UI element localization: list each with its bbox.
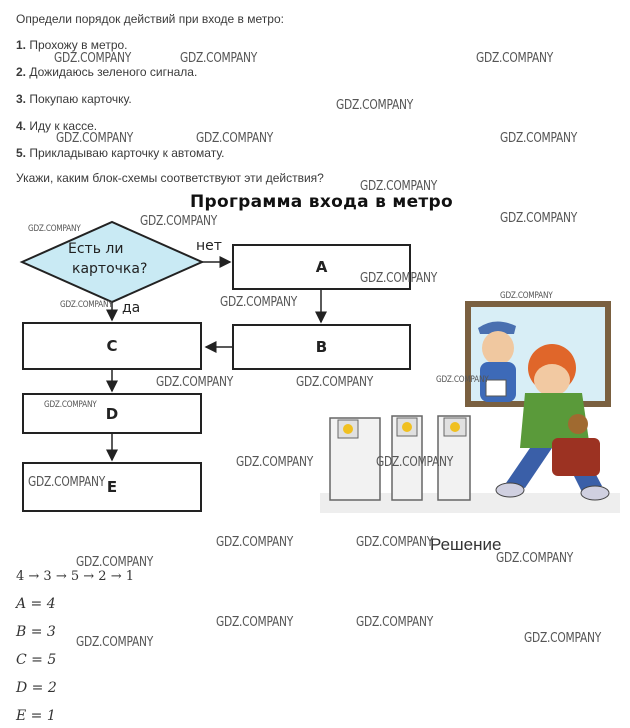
block-e: E (22, 462, 202, 512)
watermark: GDZ.COMPANY (216, 535, 294, 550)
watermark: GDZ.COMPANY (140, 214, 218, 229)
answer-e: E = 1 (16, 708, 56, 724)
watermark: GDZ.COMPANY (360, 179, 438, 194)
watermark: GDZ.COMPANY (76, 635, 154, 650)
solution-sequence: 4 → 3 → 5 → 2 → 1 (16, 569, 134, 584)
watermark: GDZ.COMPANY (436, 375, 489, 385)
step-4: 4. Иду к кассе. (16, 119, 98, 133)
watermark: GDZ.COMPANY (500, 211, 578, 226)
answer-d: D = 2 (16, 680, 57, 696)
watermark: GDZ.COMPANY (44, 400, 97, 410)
watermark: GDZ.COMPANY (500, 291, 553, 301)
watermark: GDZ.COMPANY (296, 375, 374, 390)
watermark: GDZ.COMPANY (476, 51, 554, 66)
branch-yes-label: да (122, 300, 141, 316)
watermark: GDZ.COMPANY (180, 51, 258, 66)
step-1: 1. Прохожу в метро. (16, 38, 128, 52)
decision-label-line1: Есть ли (68, 241, 124, 257)
turnstile-1 (330, 418, 380, 500)
watermark: GDZ.COMPANY (28, 475, 106, 490)
task-question: Укажи, каким блок-схемы соответствуют эти действия? (16, 171, 324, 185)
step-5: 5. Прикладываю карточку к автомату. (16, 146, 225, 160)
diagram-title: Программа входа в метро (190, 192, 454, 212)
watermark: GDZ.COMPANY (500, 131, 578, 146)
watermark: GDZ.COMPANY (220, 295, 298, 310)
watermark: GDZ.COMPANY (524, 631, 602, 646)
watermark: GDZ.COMPANY (54, 51, 132, 66)
watermark: GDZ.COMPANY (28, 224, 81, 234)
branch-no-label: нет (196, 238, 222, 254)
watermark: GDZ.COMPANY (356, 615, 434, 630)
watermark: GDZ.COMPANY (376, 455, 454, 470)
answer-b: B = 3 (16, 624, 56, 640)
block-d: D (22, 393, 202, 434)
block-b: B (232, 324, 411, 370)
watermark: GDZ.COMPANY (56, 131, 134, 146)
watermark: GDZ.COMPANY (336, 98, 414, 113)
watermark: GDZ.COMPANY (216, 615, 294, 630)
task-prompt: Определи порядок действий при входе в метро: (16, 12, 284, 26)
solution-heading: Решение (430, 535, 502, 554)
block-c: C (22, 322, 202, 370)
block-a: A (232, 244, 411, 290)
watermark: GDZ.COMPANY (360, 271, 438, 286)
metro-illustration (320, 298, 620, 516)
step-2: 2. Дожидаюсь зеленого сигнала. (16, 65, 198, 79)
answer-c: C = 5 (16, 652, 57, 668)
answer-a: A = 4 (16, 596, 56, 612)
watermark: GDZ.COMPANY (496, 551, 574, 566)
watermark: GDZ.COMPANY (76, 555, 154, 570)
watermark: GDZ.COMPANY (196, 131, 274, 146)
step-3: 3. Покупаю карточку. (16, 92, 132, 106)
watermark: GDZ.COMPANY (156, 375, 234, 390)
watermark: GDZ.COMPANY (356, 535, 434, 550)
watermark: GDZ.COMPANY (60, 300, 113, 310)
watermark: GDZ.COMPANY (236, 455, 314, 470)
decision-label-line2: карточка? (72, 261, 148, 277)
